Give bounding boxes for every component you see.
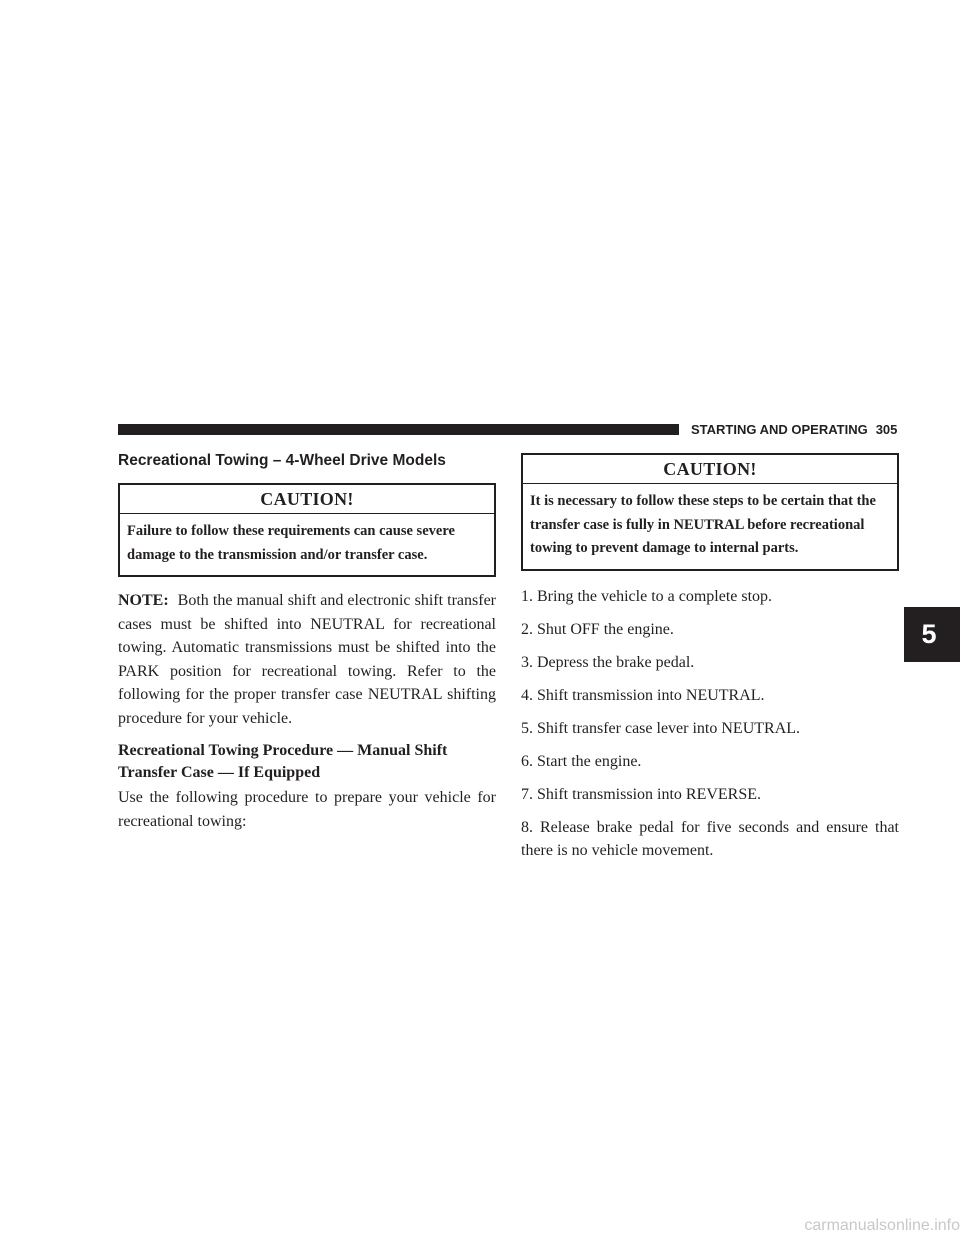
step-item: 3. Depress the brake pedal. (521, 653, 695, 671)
caution-title: CAUTION! (120, 485, 494, 514)
chapter-tab: 5 (904, 607, 960, 662)
section-heading: Recreational Towing – 4-Wheel Drive Models (118, 452, 446, 469)
step-item: 7. Shift transmission into REVERSE. (521, 785, 762, 803)
caution-title: CAUTION! (523, 455, 897, 484)
note-text: Both the manual shift and electronic shift transfer cases must be shifted into NEUTRAL for recreational towing. Automatic transmissions must be shifted into the PARK position for recreational towing. Refer to the following for the proper transfer case NEUTRAL shifting procedure for your vehicle. (118, 592, 496, 727)
caution-box-left (118, 483, 496, 577)
procedure-steps (521, 585, 899, 863)
procedure-intro: Use the following procedure to prepare your vehicle for recreational towing: (118, 789, 496, 830)
right-column (521, 453, 899, 872)
step-item: 5. Shift transfer case lever into NEUTRAL. (521, 719, 801, 737)
header-section-title: STARTING AND OPERATING (691, 422, 868, 437)
caution-text: Failure to follow these requirements can cause severe damage to the transmission and/or transfer case. (127, 523, 455, 563)
running-header (691, 421, 901, 438)
procedure-subheading: Recreational Towing Procedure — Manual Shift Transfer Case — If Equipped (118, 742, 448, 781)
note-label: NOTE: (118, 592, 169, 609)
watermark: carmanualsonline.info (804, 1217, 960, 1234)
left-column (118, 450, 496, 833)
note-paragraph (118, 589, 496, 730)
step-item: 1. Bring the vehicle to a complete stop. (521, 587, 773, 605)
step-item: 2. Shut OFF the engine. (521, 620, 674, 638)
caution-box-right (521, 453, 899, 571)
step-item: 6. Start the engine. (521, 752, 642, 770)
caution-text: It is necessary to follow these steps to be certain that the transfer case is fully in NEUTRAL before recreational towing to prevent damage to internal parts. (530, 493, 876, 556)
step-item: 4. Shift transmission into NEUTRAL. (521, 686, 765, 704)
step-item: 8. Release brake pedal for five seconds and ensure that there is no vehicle movement. (521, 818, 899, 859)
page-number: 305 (875, 422, 898, 437)
header-rule (118, 424, 679, 435)
